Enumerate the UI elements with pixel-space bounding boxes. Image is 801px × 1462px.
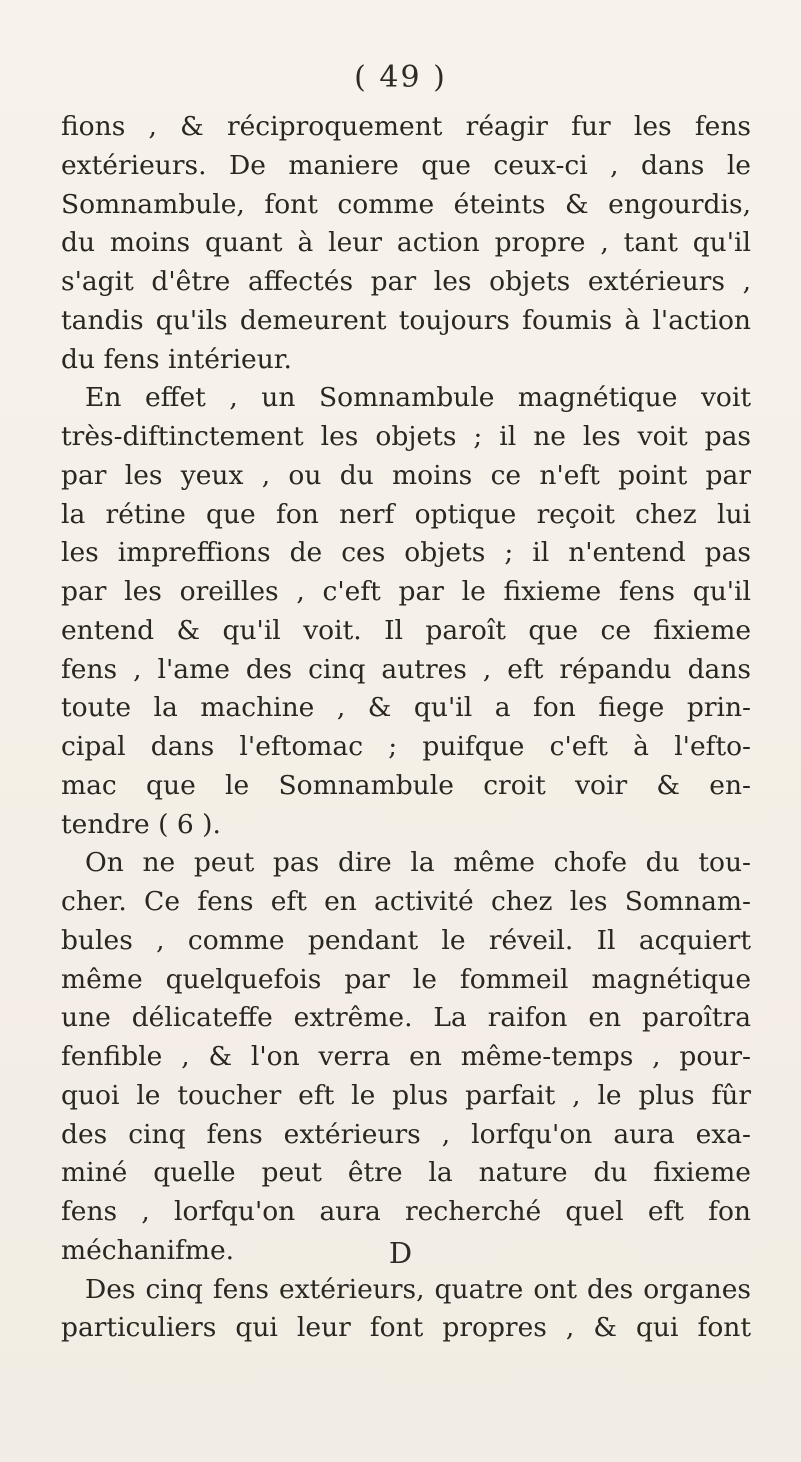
text-line: fens , lorfqu'on aura recherché quel eft fon: [61, 1196, 751, 1227]
text-line: fens , l'ame des cinq autres , eft répandu dans: [61, 653, 751, 685]
text-line: même quelquefois par le fommeil magnétique: [61, 963, 751, 995]
text-line: les impreffions de ces objets ; il n'entend pas: [61, 537, 751, 569]
text-line: extérieurs. De maniere que ceux-ci , dans le: [61, 149, 751, 181]
signature-mark: D: [388, 1236, 413, 1270]
text-line: quoi le toucher eft le plus parfait , le plus fûr: [61, 1079, 751, 1111]
text-line: cipal dans l'eftomac ; puifque c'eft à l'efto-: [61, 731, 751, 762]
text-line: des cinq fens extérieurs , lorfqu'on aura exa-: [61, 1118, 751, 1150]
text-line: par les oreilles , c'eft par le fixieme fens qu'il: [61, 576, 751, 607]
text-line: On ne peut pas dire la même chofe du tou-: [85, 847, 751, 879]
text-line: miné quelle peut être la nature du fixieme: [61, 1157, 751, 1189]
text-line: bules , comme pendant le réveil. Il acquiert: [61, 924, 751, 956]
text-line: Somnambule, font comme éteints & engourdis,: [61, 188, 751, 220]
text-line: fenfible , & l'on verra en même-temps , pour-: [61, 1041, 751, 1072]
text-line: entend & qu'il voit. Il paroît que ce fixieme: [61, 614, 751, 646]
text-line: mac que le Somnambule croit voir & en-: [61, 769, 751, 801]
text-line: tendre ( 6 ).: [61, 808, 221, 840]
text-line: méchanifme.: [61, 1234, 235, 1266]
text-line: cher. Ce fens eft en activité chez les Somnam-: [61, 886, 751, 917]
page-number: ( 49 ): [354, 60, 447, 95]
body-text: [61, 108, 751, 1348]
text-line: En effet , un Somnambule magnétique voit: [85, 382, 751, 414]
text-line: une délicateffe extrême. La raifon en paroîtra: [61, 1002, 751, 1034]
text-line: tandis qu'ils demeurent toujours foumis à l'action: [61, 304, 751, 336]
text-line: s'agit d'être affectés par les objets extérieurs ,: [61, 266, 751, 297]
text-line: toute la machine , & qu'il a fon fiege prin-: [61, 692, 751, 724]
text-line: Des cinq fens extérieurs, quatre ont des organes: [85, 1273, 751, 1305]
text-line: du moins quant à leur action propre , tant qu'il: [61, 227, 751, 259]
text-line: particuliers qui leur font propres , & qui font: [61, 1312, 751, 1344]
text-line: très-diftinctement les objets ; il ne les voit pas: [61, 421, 751, 452]
text-line: par les yeux , ou du moins ce n'eft point par: [61, 459, 751, 491]
text-line: du fens intérieur.: [61, 343, 292, 375]
text-line: fions , & réciproquement réagir fur les fens: [61, 111, 751, 142]
text-line: la rétine que fon nerf optique reçoit chez lui: [61, 498, 751, 530]
